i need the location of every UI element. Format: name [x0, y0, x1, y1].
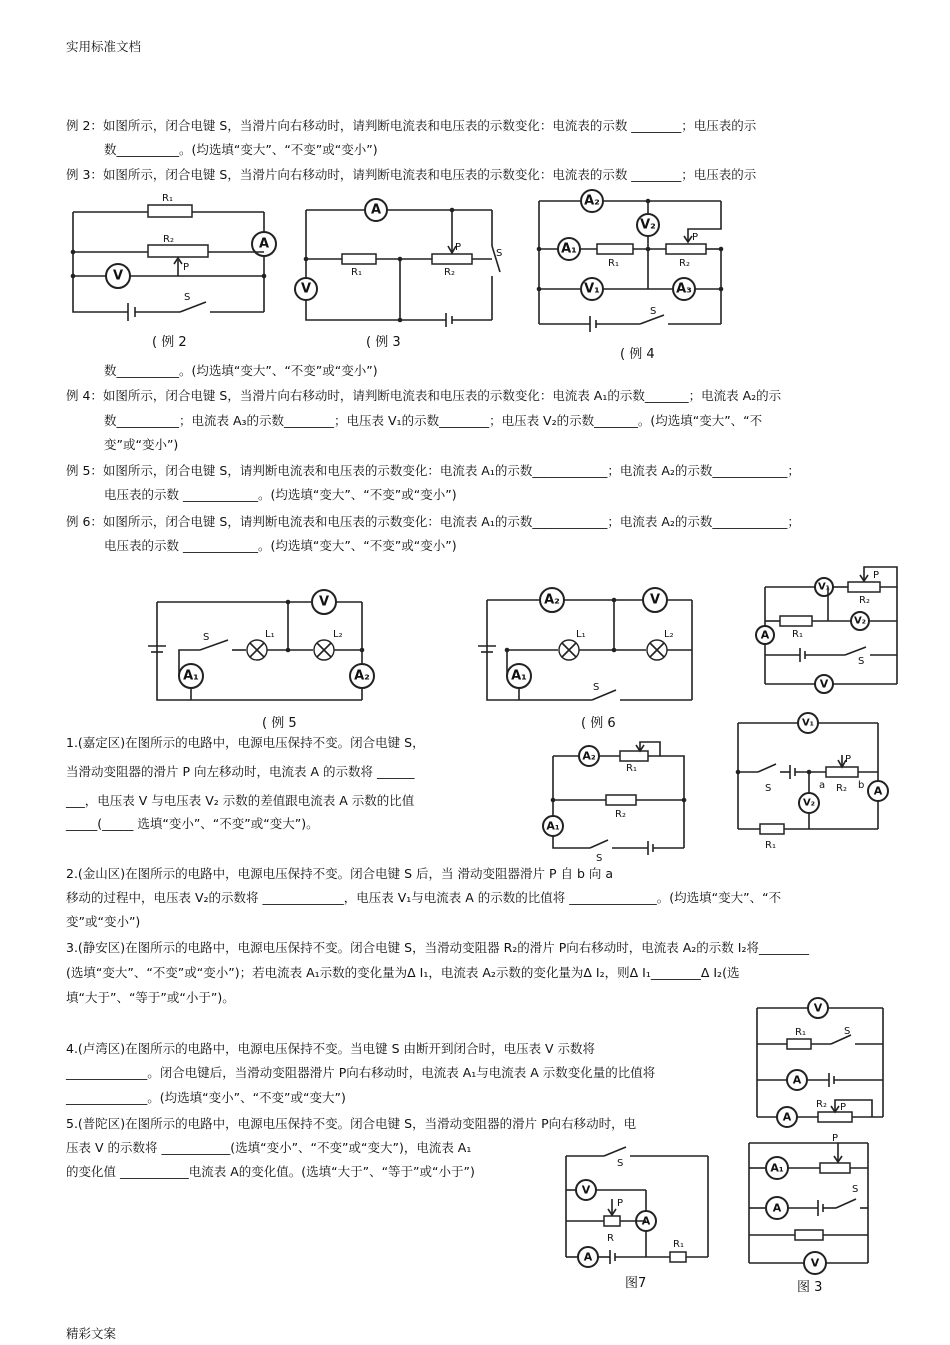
caption-fig-7: 图7 — [625, 1276, 647, 1291]
label-p: P — [617, 1198, 624, 1209]
label-p: P — [873, 570, 880, 581]
label-r2: R₂ — [836, 783, 847, 794]
ammeter-a2-label: A₂ — [582, 749, 596, 763]
ammeter-a-middle-label: A — [792, 1073, 802, 1087]
voltmeter-v-label: V — [813, 1001, 823, 1015]
label-a: a — [819, 780, 826, 791]
example-4-line-2: 数__________；电流表 A₃的示数________；电压表 V₁的示数________；电压表 V₂的示数_______。(均选填“变大”、“不 — [104, 413, 763, 428]
voltmeter-v-label: V — [112, 268, 124, 284]
ammeter-a-label: A — [760, 628, 770, 642]
voltmeter-v-label: V — [300, 281, 312, 297]
label-s: S — [184, 292, 191, 303]
example-5-line-1: 例 5：如图所示，闭合电键 S，请判断电流表和电压表的示数变化：电流表 A₁的示数____________；电流表 A₂的示数____________； — [66, 463, 800, 478]
ammeter-a-label: A — [370, 202, 382, 218]
label-p: P — [692, 232, 699, 243]
ammeter-a3-label: A₃ — [676, 281, 692, 297]
label-l2: L₂ — [333, 629, 343, 640]
q1-line-3: ___，电压表 V 与电压表 V₂ 示数的差值跟电流表 A 示数的比值 — [66, 793, 415, 808]
q3-line-1: 3.(静安区)在图所示的电路中，电源电压保持不变。闭合电键 S，当滑动变阻器 R₂的滑片 P向右移动时，电流表 A₂的示数 I₂将________ — [66, 940, 809, 955]
example-4-line-3: 变”或“变小”) — [104, 437, 179, 452]
label-p: P — [845, 754, 852, 765]
label-r1: R₁ — [351, 267, 362, 278]
ammeter-a-label: A — [258, 236, 270, 252]
caption-example-6: ( 例 6 — [581, 716, 616, 731]
voltmeter-v2-label: V₂ — [640, 217, 656, 233]
example-3-line-2: 数__________。(均选填“变大”、“不变”或“变小”) — [104, 363, 378, 378]
ammeter-a1-label: A₁ — [183, 668, 199, 684]
label-p: P — [183, 262, 190, 273]
ammeter-a-label: A — [873, 784, 883, 798]
label-r1: R₁ — [608, 258, 619, 269]
example-4-line-1: 例 4：如图所示，闭合电键 S，当滑片向右移动时，请判断电流表和电压表的示数变化：电流表 A₁的示数_______；电流表 A₂的示 — [66, 388, 782, 403]
voltmeter-v-label: V — [810, 1256, 820, 1270]
voltmeter-v-label: V — [819, 677, 829, 691]
voltmeter-v1-label: V₁ — [801, 717, 815, 729]
q5-line-3: 的变化值 ___________电流表 A的变化值。(选填“大于”、“等于”或“小于”) — [66, 1164, 475, 1179]
caption-fig-3: 图 3 — [797, 1280, 823, 1295]
ammeter-a-bottom-label: A — [583, 1250, 593, 1264]
label-r1: R₁ — [795, 1027, 806, 1038]
label-s: S — [596, 853, 603, 864]
ammeter-a1-label: A₁ — [546, 819, 560, 833]
label-s: S — [593, 682, 600, 693]
caption-example-4: ( 例 4 — [620, 347, 655, 362]
label-b: b — [858, 780, 865, 791]
label-r2: R₂ — [615, 809, 626, 820]
caption-example-2: ( 例 2 — [152, 335, 187, 350]
ammeter-a-bottom-label: A — [782, 1110, 792, 1124]
label-r1: R₁ — [626, 763, 637, 774]
label-p: P — [840, 1102, 847, 1113]
ammeter-a-right-label: A — [641, 1214, 651, 1228]
label-r2: R₂ — [163, 234, 174, 245]
q2-line-1: 2.(金山区)在图所示的电路中，电源电压保持不变。闭合电键 S 后，当 滑动变阻器滑片 P 自 b 向 a — [66, 866, 614, 881]
label-r1: R₁ — [673, 1239, 684, 1250]
q4-line-2: _____________。闭合电键后，当滑动变阻器滑片 P向右移动时，电流表 A₁与电流表 A 示数变化量的比值将 — [66, 1065, 656, 1080]
label-s: S — [858, 656, 865, 667]
page-footer: 精彩文案 — [66, 1326, 117, 1341]
caption-example-5: ( 例 5 — [262, 716, 297, 731]
q1-line-2: 当滑动变阻器的滑片 P 向左移动时，电流表 A 的示数将 ______ — [66, 764, 415, 779]
voltmeter-v-label: V — [649, 592, 661, 608]
label-r1: R₁ — [792, 629, 803, 640]
q2-line-2: 移动的过程中，电压表 V₂的示数将 _____________，电压表 V₁与电流表 A 的示数的比值将 ______________。(均选填“变大”、“不 — [66, 890, 782, 905]
voltmeter-v1-label: V₁ — [817, 581, 831, 593]
ammeter-a2-label: A₂ — [584, 193, 600, 209]
ammeter-a2-label: A₂ — [544, 592, 560, 608]
ammeter-a1-label: A₁ — [511, 668, 527, 684]
resistor-r — [820, 1163, 850, 1173]
label-s: S — [852, 1184, 859, 1195]
example-2-line-1: 例 2：如图所示，闭合电键 S，当滑片向右移动时，请判断电流表和电压表的示数变化：电流表的示数 ________；电压表的示 — [66, 118, 757, 133]
example-5-line-2: 电压表的示数 ____________。(均选填“变大”、“不变”或“变小”) — [104, 487, 457, 502]
label-r2: R₂ — [859, 595, 870, 606]
voltmeter-v-label: V — [581, 1183, 591, 1197]
q5-line-2: 压表 V 的示数将 ___________(选填“变小”、“不变”或“变大”)，电流表 A₁ — [66, 1140, 472, 1155]
label-r1: R₁ — [765, 840, 776, 851]
voltmeter-v2-label: V₂ — [802, 797, 816, 809]
label-s: S — [496, 248, 503, 259]
q4-line-3: _____________。(均选填“变小”、“不变”或“变大”) — [66, 1090, 346, 1105]
voltmeter-v1-label: V₁ — [584, 281, 600, 297]
q4-line-1: 4.(卢湾区)在图所示的电路中，电源电压保持不变。当电键 S 由断开到闭合时，电压表 V 示数将 — [66, 1041, 596, 1056]
label-s: S — [844, 1026, 851, 1037]
q5-line-1: 5.(普陀区)在图所示的电路中，电源电压保持不变。闭合电键 S，当滑动变阻器的滑片 P向右移动时，电 — [66, 1116, 637, 1131]
ammeter-a-label: A — [772, 1201, 782, 1215]
label-r: R — [607, 1233, 614, 1244]
label-l1: L₁ — [576, 629, 586, 640]
example-3-line-1: 例 3：如图所示，闭合电键 S，当滑片向右移动时，请判断电流表和电压表的示数变化：电流表的示数 ________；电压表的示 — [66, 167, 757, 182]
label-r1: R₁ — [162, 193, 173, 204]
label-p: P — [832, 1133, 839, 1144]
q1-line-1: 1.(嘉定区)在图所示的电路中，电源电压保持不变。闭合电键 S， — [66, 735, 425, 750]
page-header: 实用标准文档 — [66, 39, 142, 54]
label-s: S — [617, 1158, 624, 1169]
example-6-line-2: 电压表的示数 ____________。(均选填“变大”、“不变”或“变小”) — [104, 538, 457, 553]
label-r2: R₂ — [816, 1099, 827, 1110]
label-s: S — [765, 783, 772, 794]
ammeter-a1-label: A₁ — [770, 1161, 784, 1175]
label-l2: L₂ — [664, 629, 674, 640]
label-l1: L₁ — [265, 629, 275, 640]
example-6-line-1: 例 6：如图所示，闭合电键 S，请判断电流表和电压表的示数变化：电流表 A₁的示数____________；电流表 A₂的示数____________； — [66, 514, 800, 529]
resistor-lower — [795, 1230, 823, 1240]
label-r2: R₂ — [444, 267, 455, 278]
caption-example-3: ( 例 3 — [366, 335, 401, 350]
ammeter-a1-label: A₁ — [561, 241, 577, 257]
example-2-line-2: 数__________。(均选填“变大”、“不变”或“变小”) — [104, 142, 378, 157]
voltmeter-v-label: V — [318, 594, 330, 610]
q2-line-3: 变”或“变小”) — [66, 914, 141, 929]
q3-line-3: 填“大于”、“等于”或“小于”)。 — [66, 990, 235, 1005]
voltmeter-v2-label: V₂ — [853, 615, 867, 627]
label-s: S — [203, 632, 210, 643]
q3-line-2: (选填“变大”、“不变”或“变小”)；若电流表 A₁示数的变化量为Δ I₁，电流表 A₂示数的变化量为Δ I₂，则Δ I₁________Δ I₂(选 — [66, 965, 740, 980]
label-p: P — [455, 242, 462, 253]
label-r2: R₂ — [679, 258, 690, 269]
q1-line-4: _____(_____ 选填“变小”、“不变”或“变大”)。 — [66, 816, 319, 831]
label-s: S — [650, 306, 657, 317]
ammeter-a2-label: A₂ — [354, 668, 370, 684]
